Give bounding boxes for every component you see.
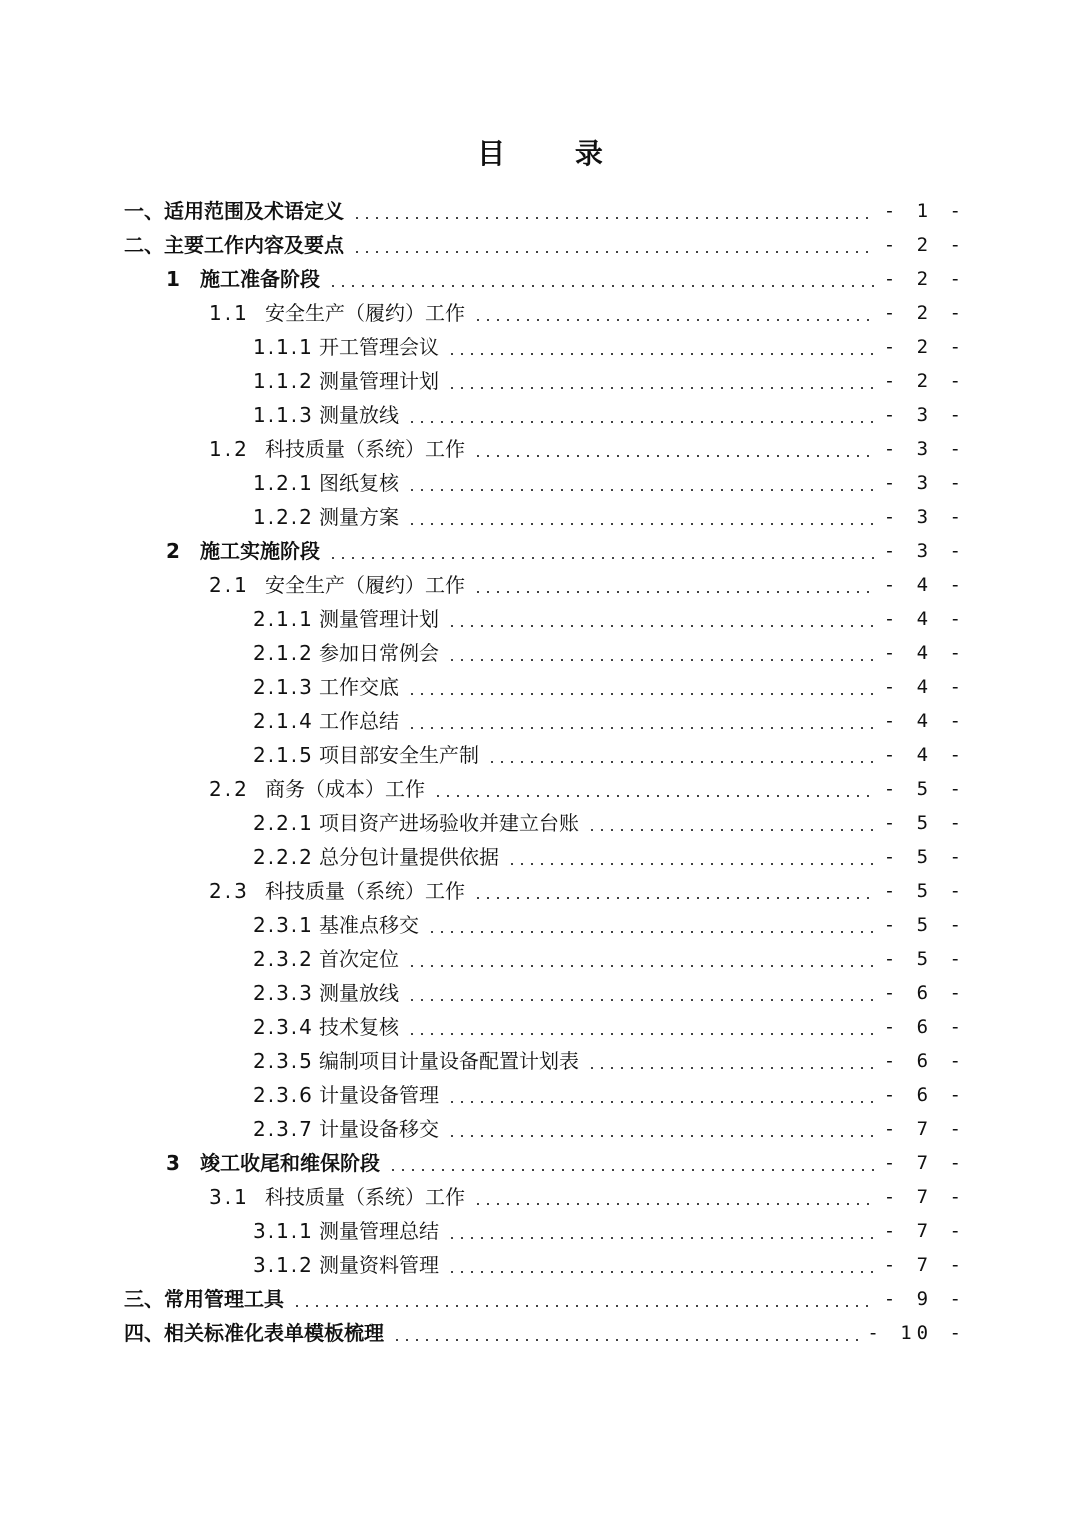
toc-entry-page-number: - 6 - bbox=[883, 982, 966, 1004]
toc-entry[interactable] bbox=[124, 1044, 966, 1078]
toc-entry-label: 测量管理计划 bbox=[319, 369, 439, 393]
toc-entry-label: 科技质量（系统）工作 bbox=[265, 879, 465, 903]
toc-entry-page-number: - 1 - bbox=[883, 200, 966, 222]
toc-entry-page-number: - 3 - bbox=[883, 540, 966, 562]
toc-entry[interactable] bbox=[124, 1248, 966, 1282]
toc-entry-label: 测量管理总结 bbox=[319, 1219, 439, 1243]
toc-entry[interactable] bbox=[124, 1146, 966, 1180]
toc-entry-number: 2.1.2 bbox=[253, 641, 314, 665]
dot-leader bbox=[487, 761, 876, 763]
page-title: 目 录 bbox=[477, 137, 633, 170]
toc-entry-label: 三、常用管理工具 bbox=[124, 1287, 284, 1311]
toc-entry-number: 2.1.3 bbox=[253, 675, 314, 699]
dot-leader bbox=[447, 1271, 876, 1273]
toc-entry-page-number: - 7 - bbox=[883, 1186, 966, 1208]
dot-leader bbox=[427, 931, 876, 933]
toc-entry[interactable] bbox=[124, 296, 966, 330]
toc-entry-page-number: - 6 - bbox=[883, 1016, 966, 1038]
toc-entry-page-number: - 3 - bbox=[883, 506, 966, 528]
toc-entry[interactable] bbox=[124, 534, 966, 568]
dot-leader bbox=[447, 625, 876, 627]
toc-entry[interactable] bbox=[124, 1010, 966, 1044]
toc-entry[interactable] bbox=[124, 568, 966, 602]
toc-entry-label: 项目资产进场验收并建立台账 bbox=[319, 811, 579, 835]
dot-leader bbox=[433, 795, 876, 797]
toc-entry-label: 技术复核 bbox=[319, 1015, 399, 1039]
toc-entry-number: 3 bbox=[166, 1151, 182, 1175]
toc-entry-page-number: - 7 - bbox=[883, 1152, 966, 1174]
dot-leader bbox=[507, 863, 876, 865]
dot-leader bbox=[473, 897, 876, 899]
dot-leader bbox=[407, 1033, 876, 1035]
toc-entry-number: 2.3.6 bbox=[253, 1083, 314, 1107]
toc-entry-label: 工作总结 bbox=[319, 709, 399, 733]
toc-entry-page-number: - 5 - bbox=[883, 812, 966, 834]
toc-entry-page-number: - 2 - bbox=[883, 268, 966, 290]
toc-entry[interactable] bbox=[124, 228, 966, 262]
toc-entry[interactable] bbox=[124, 194, 966, 228]
toc-entry-label: 测量放线 bbox=[319, 403, 399, 427]
toc-entry-label: 安全生产（履约）工作 bbox=[265, 573, 465, 597]
toc-entry[interactable] bbox=[124, 704, 966, 738]
toc-entry-page-number: - 3 - bbox=[883, 438, 966, 460]
toc-entry[interactable] bbox=[124, 500, 966, 534]
dot-leader bbox=[447, 353, 876, 355]
toc-entry[interactable] bbox=[124, 1316, 966, 1350]
dot-leader bbox=[328, 285, 876, 287]
toc-entry[interactable] bbox=[124, 840, 966, 874]
toc-entry-number: 2.3.2 bbox=[253, 947, 314, 971]
toc-entry-label: 首次定位 bbox=[319, 947, 399, 971]
dot-leader bbox=[388, 1169, 876, 1171]
toc-entry-number: 3.1.1 bbox=[253, 1219, 314, 1243]
toc-entry[interactable] bbox=[124, 908, 966, 942]
toc-entry[interactable] bbox=[124, 1180, 966, 1214]
toc-entry-label: 科技质量（系统）工作 bbox=[265, 1185, 465, 1209]
toc-entry-page-number: - 4 - bbox=[883, 574, 966, 596]
dot-leader bbox=[447, 387, 876, 389]
toc-entry-label: 测量放线 bbox=[319, 981, 399, 1005]
toc-entry-number: 2.3.1 bbox=[253, 913, 314, 937]
toc-entry-number: 1 bbox=[166, 267, 182, 291]
toc-entry[interactable] bbox=[124, 976, 966, 1010]
dot-leader bbox=[292, 1305, 876, 1307]
dot-leader bbox=[352, 251, 876, 253]
toc-entry-label: 竣工收尾和维保阶段 bbox=[200, 1151, 380, 1175]
toc-entry-page-number: - 2 - bbox=[883, 234, 966, 256]
toc-entry[interactable] bbox=[124, 670, 966, 704]
dot-leader bbox=[447, 1101, 876, 1103]
toc-entry-page-number: - 2 - bbox=[883, 336, 966, 358]
toc-entry-page-number: - 7 - bbox=[883, 1254, 966, 1276]
toc-entry-page-number: - 2 - bbox=[883, 302, 966, 324]
toc-entry-number: 2.3.5 bbox=[253, 1049, 314, 1073]
toc-entry[interactable] bbox=[124, 942, 966, 976]
toc-entry-number: 2.2.1 bbox=[253, 811, 314, 835]
toc-entry-number: 1.2 bbox=[209, 437, 250, 461]
toc-entry-label: 四、相关标准化表单模板梳理 bbox=[124, 1321, 384, 1345]
toc-entry-number: 1.1.1 bbox=[253, 335, 314, 359]
toc-entry-page-number: - 6 - bbox=[883, 1050, 966, 1072]
toc-entry-number: 2.2 bbox=[209, 777, 250, 801]
toc-entry-label: 科技质量（系统）工作 bbox=[265, 437, 465, 461]
toc-entry[interactable] bbox=[124, 1112, 966, 1146]
toc-entry-page-number: - 5 - bbox=[883, 914, 966, 936]
toc-entry[interactable] bbox=[124, 602, 966, 636]
toc-entry-number: 3.1 bbox=[209, 1185, 250, 1209]
toc-entry-label: 一、适用范围及术语定义 bbox=[124, 199, 344, 223]
toc-entry-label: 工作交底 bbox=[319, 675, 399, 699]
toc-entry-number: 1.2.2 bbox=[253, 505, 314, 529]
toc-entry-label: 安全生产（履约）工作 bbox=[265, 301, 465, 325]
toc-entry-label: 图纸复核 bbox=[319, 471, 399, 495]
dot-leader bbox=[473, 319, 876, 321]
toc-entry-page-number: - 4 - bbox=[883, 676, 966, 698]
toc-entry-page-number: - 5 - bbox=[883, 948, 966, 970]
toc-entry-label: 基准点移交 bbox=[319, 913, 419, 937]
toc-entry[interactable] bbox=[124, 466, 966, 500]
toc-entry-number: 2.3.4 bbox=[253, 1015, 314, 1039]
dot-leader bbox=[407, 523, 876, 525]
dot-leader bbox=[473, 1203, 876, 1205]
toc-entry-page-number: - 10 - bbox=[867, 1322, 966, 1344]
toc-entry-number: 2 bbox=[166, 539, 182, 563]
toc-entry[interactable] bbox=[124, 1078, 966, 1112]
toc-entry-label: 测量管理计划 bbox=[319, 607, 439, 631]
dot-leader bbox=[407, 965, 876, 967]
toc-entry-number: 2.3.3 bbox=[253, 981, 314, 1005]
dot-leader bbox=[587, 1067, 876, 1069]
toc-entry[interactable] bbox=[124, 432, 966, 466]
toc-entry[interactable] bbox=[124, 1214, 966, 1248]
table-of-contents bbox=[124, 194, 966, 1350]
toc-entry-page-number: - 5 - bbox=[883, 846, 966, 868]
dot-leader bbox=[447, 1237, 876, 1239]
toc-entry[interactable] bbox=[124, 806, 966, 840]
toc-entry-label: 计量设备管理 bbox=[319, 1083, 439, 1107]
toc-entry-page-number: - 5 - bbox=[883, 880, 966, 902]
dot-leader bbox=[407, 727, 876, 729]
toc-entry-page-number: - 7 - bbox=[883, 1220, 966, 1242]
toc-entry[interactable] bbox=[124, 364, 966, 398]
toc-entry[interactable] bbox=[124, 874, 966, 908]
toc-entry-page-number: - 2 - bbox=[883, 370, 966, 392]
toc-entry-page-number: - 9 - bbox=[883, 1288, 966, 1310]
toc-entry-label: 项目部安全生产制 bbox=[319, 743, 479, 767]
dot-leader bbox=[328, 557, 876, 559]
toc-entry-number: 1.1.2 bbox=[253, 369, 314, 393]
toc-entry-page-number: - 4 - bbox=[883, 608, 966, 630]
toc-entry-label: 测量方案 bbox=[319, 505, 399, 529]
toc-entry-page-number: - 4 - bbox=[883, 642, 966, 664]
toc-entry-number: 1.2.1 bbox=[253, 471, 314, 495]
dot-leader bbox=[587, 829, 876, 831]
toc-entry-number: 1.1 bbox=[209, 301, 250, 325]
toc-entry[interactable] bbox=[124, 1282, 966, 1316]
toc-entry-page-number: - 5 - bbox=[883, 778, 966, 800]
toc-entry-number: 2.2.2 bbox=[253, 845, 314, 869]
toc-entry-number: 2.3 bbox=[209, 879, 250, 903]
toc-entry[interactable] bbox=[124, 636, 966, 670]
toc-entry[interactable] bbox=[124, 262, 966, 296]
toc-entry-label: 商务（成本）工作 bbox=[265, 777, 425, 801]
toc-entry-label: 测量资料管理 bbox=[319, 1253, 439, 1277]
toc-entry-page-number: - 3 - bbox=[883, 404, 966, 426]
toc-entry-label: 参加日常例会 bbox=[319, 641, 439, 665]
toc-entry-label: 总分包计量提供依据 bbox=[319, 845, 499, 869]
dot-leader bbox=[407, 421, 876, 423]
toc-entry[interactable] bbox=[124, 738, 966, 772]
toc-entry[interactable] bbox=[124, 398, 966, 432]
toc-entry-number: 2.1 bbox=[209, 573, 250, 597]
dot-leader bbox=[447, 659, 876, 661]
toc-entry[interactable] bbox=[124, 330, 966, 364]
dot-leader bbox=[473, 455, 876, 457]
toc-entry[interactable] bbox=[124, 772, 966, 806]
toc-entry-number: 2.1.4 bbox=[253, 709, 314, 733]
dot-leader bbox=[473, 591, 876, 593]
toc-entry-number: 3.1.2 bbox=[253, 1253, 314, 1277]
toc-entry-label: 施工准备阶段 bbox=[200, 267, 320, 291]
toc-entry-page-number: - 6 - bbox=[883, 1084, 966, 1106]
toc-entry-page-number: - 7 - bbox=[883, 1118, 966, 1140]
dot-leader bbox=[352, 217, 876, 219]
toc-entry-number: 2.1.1 bbox=[253, 607, 314, 631]
toc-entry-label: 编制项目计量设备配置计划表 bbox=[319, 1049, 579, 1073]
dot-leader bbox=[407, 489, 876, 491]
dot-leader bbox=[407, 693, 876, 695]
toc-entry-label: 二、主要工作内容及要点 bbox=[124, 233, 344, 257]
toc-entry-label: 施工实施阶段 bbox=[200, 539, 320, 563]
dot-leader bbox=[392, 1339, 859, 1341]
toc-entry-label: 开工管理会议 bbox=[319, 335, 439, 359]
dot-leader bbox=[447, 1135, 876, 1137]
toc-entry-number: 2.1.5 bbox=[253, 743, 314, 767]
toc-entry-number: 2.3.7 bbox=[253, 1117, 314, 1141]
toc-entry-page-number: - 4 - bbox=[883, 710, 966, 732]
toc-entry-label: 计量设备移交 bbox=[319, 1117, 439, 1141]
toc-entry-page-number: - 3 - bbox=[883, 472, 966, 494]
dot-leader bbox=[407, 999, 876, 1001]
toc-entry-number: 1.1.3 bbox=[253, 403, 314, 427]
toc-entry-page-number: - 4 - bbox=[883, 744, 966, 766]
